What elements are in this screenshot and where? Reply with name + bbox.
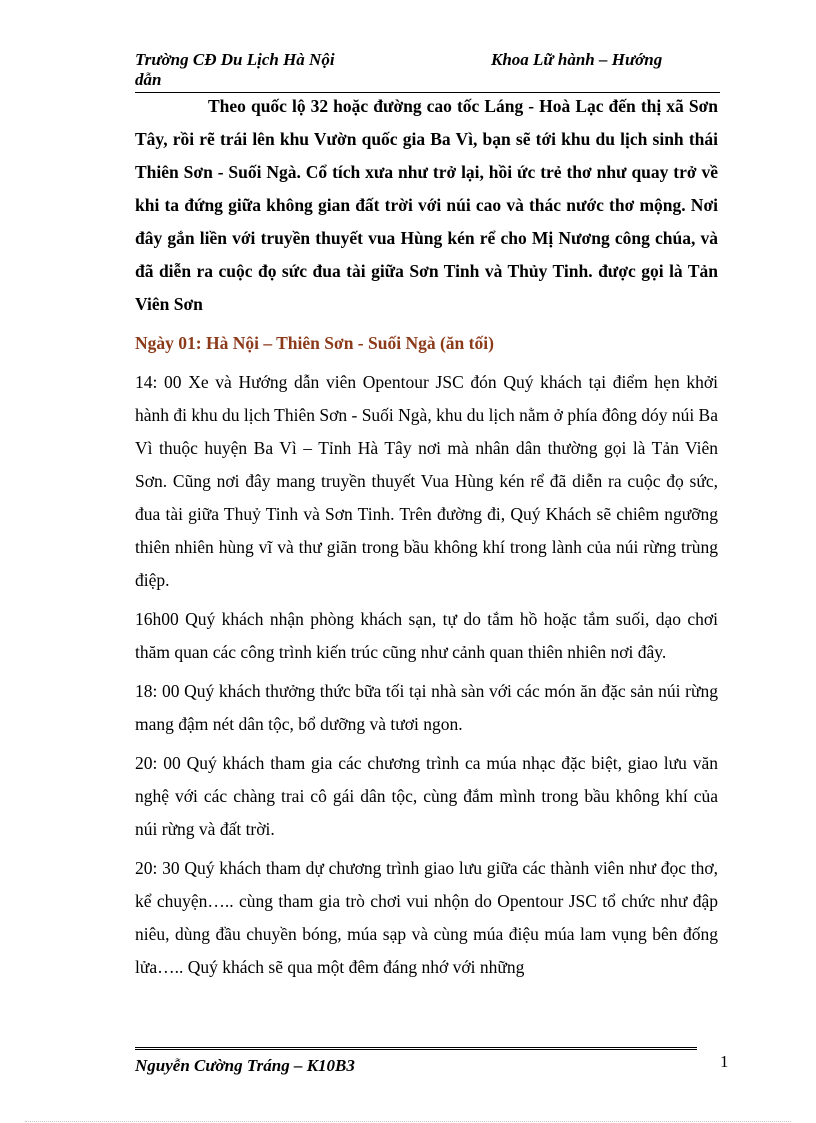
itinerary-paragraph: 20: 30 Quý khách tham dự chương trình giao lưu giữa các thành viên như đọc thơ, kể chuyện….. cùng tham gia trò chơi vui nhộn do Opentour JSC tổ chức như đập niêu, dùng đầu chuyền bóng, múa sạp và cùng múa điệu múa lam vụng bên đống lửa….. Quý khách sẽ qua một đêm đáng nhớ với những xyxy=(135,858,718,977)
itinerary-paragraph: 14: 00 Xe và Hướng dẫn viên Opentour JSC đón Quý khách tại điểm hẹn khởi hành đi khu du lịch Thiên Sơn - Suối Ngà, khu du lịch nằm ở phía đông dóy núi Ba Vì thuộc huyện Ba Vì – Tỉnh Hà Tây nơi mà nhân dân thường gọi là Tản Viên Sơn. Cũng nơi đây mang truyền thuyết Vua Hùng kén rể đã diễn ra cuộc đọ sức, đua tài giữa Thuỷ Tinh và Sơn Tinh. Trên đường đi, Quý Khách sẽ chiêm ngưỡng thiên nhiên hùng vĩ và thư giãn trong bầu không khí trong lành của núi rừng trùng điệp. xyxy=(135,372,718,590)
header-faculty-name: Khoa Lữ hành – Hướng xyxy=(491,50,663,69)
header-school-text: Trường CĐ Du Lịch Hà Nội xyxy=(135,50,335,69)
footer-author: Nguyễn Cường Tráng – K10B3 xyxy=(135,1056,355,1075)
document-body xyxy=(135,90,718,984)
page-number: 1 xyxy=(720,1052,729,1071)
itinerary-paragraph: 16h00 Quý khách nhận phòng khách sạn, tự do tắm hồ hoặc tắm suối, dạo chơi thăm quan các công trình kiến trúc cũng như cảnh quan thiên nhiên nơi đây. xyxy=(135,609,718,662)
itinerary-paragraph: 20: 00 Quý khách tham gia các chương trình ca múa nhạc đặc biệt, giao lưu văn nghệ với các chàng trai cô gái dân tộc, cùng đắm mình trong bầu không khí của núi rừng và đất trời. xyxy=(135,753,718,839)
footer-divider xyxy=(135,1047,697,1050)
page-bottom-edge xyxy=(25,1121,791,1122)
header-school-name xyxy=(135,50,385,90)
day-heading: Ngày 01: Hà Nội – Thiên Sơn - Suối Ngà (ăn tối) xyxy=(135,333,494,353)
itinerary-paragraph: 18: 00 Quý khách thưởng thức bữa tối tại nhà sàn với các món ăn đặc sản núi rừng mang đậm nét dân tộc, bổ dưỡng và tươi ngon. xyxy=(135,681,718,734)
intro-paragraph: Theo quốc lộ 32 hoặc đường cao tốc Láng - Hoà Lạc đến thị xã Sơn Tây, rồi rẽ trái lên khu Vườn quốc gia Ba Vì, bạn sẽ tới khu du lịch sinh thái Thiên Sơn - Suối Ngà. Cổ tích xưa như trở lại, hồi ức trẻ thơ như quay trở về khi ta đứng giữa không gian đất trời với núi cao và thác nước thơ mộng. Nơi đây gắn liền với truyền thuyết vua Hùng kén rể cho Mị Nương công chúa, và đã diễn ra cuộc đọ sức đua tài giữa Sơn Tinh và Thủy Tinh. được gọi là Tản Viên Sơn xyxy=(135,96,718,314)
header-faculty-continuation: dẫn xyxy=(135,70,162,89)
